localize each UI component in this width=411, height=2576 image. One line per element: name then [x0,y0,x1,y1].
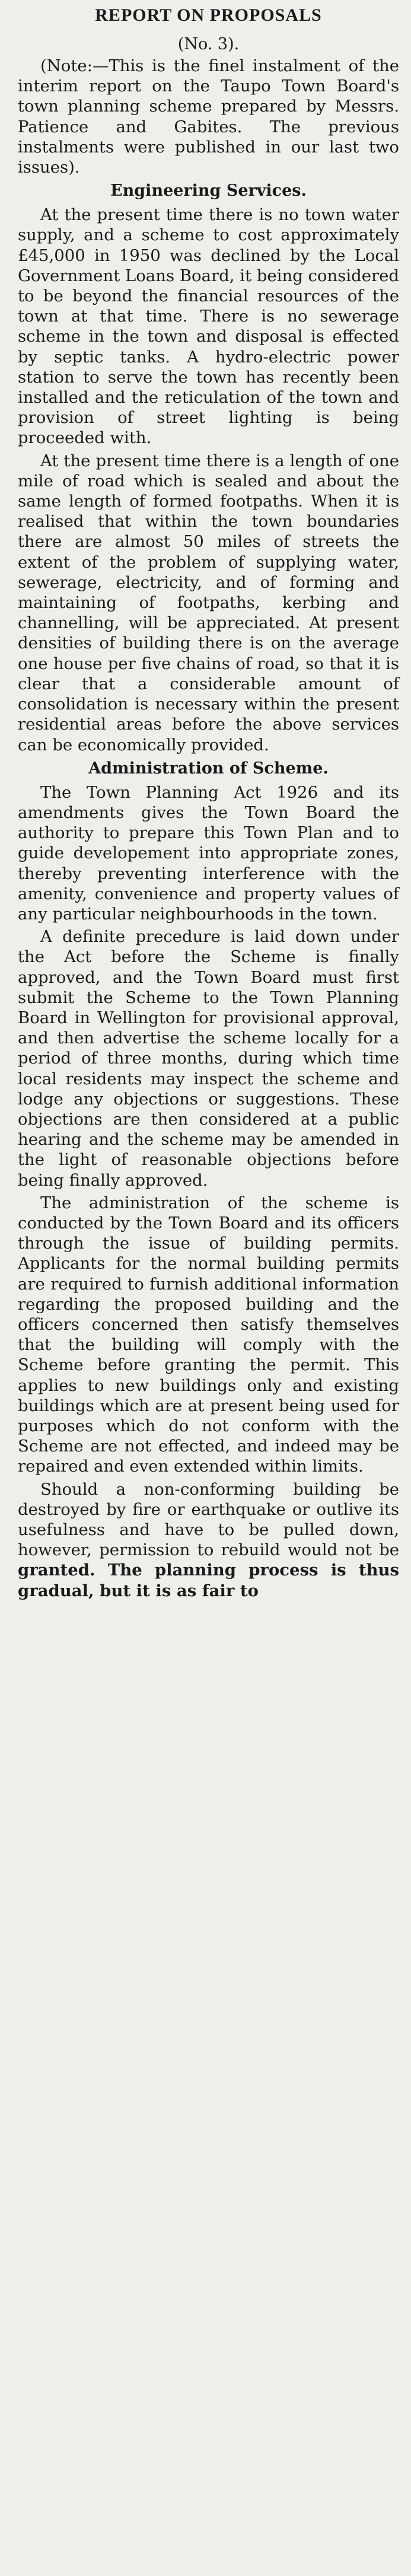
final-paragraph-text: Should a non-conforming building be destroyed by fire or earthquake or outlive its usefulness and have to be pulled down, however, permission to rebuild would not be [18,1479,399,1560]
paragraph-final [18,1479,399,1601]
instalment-number: (No. 3). [177,35,240,53]
editor-note: (Note:—This is the finel instalment of the interim report on the Taupo Town Board's town planning scheme prepared by Messrs. Patience and Gabites. The previous instalments were published in our last two issues). [18,56,399,177]
paragraph: At the present time there is a length of one mile of road which is sealed and about the same length of formed footpaths. When it is realised that within the town boundaries there are almost 50 miles of streets the extent of the problem of supplying water, sewerage, electricity, and of forming and maintaining of footpaths, kerbing and channelling, will be appreciated. At present densities of building there is on the average one house per five chains of road, so that it is clear that a considerable amount of consolidation is necessary within the present residential areas before the above services can be economically provided. [18,451,399,754]
headline: REPORT ON PROPOSALS [95,5,322,25]
paragraph: The Town Planning Act 1926 and its amendments gives the Town Board the authority to prepare this Town Plan and to guide developement into appropriate zones, thereby preventing interference with the amenity, convenience and property values of any particular neighbourhoods in the town. [18,782,399,924]
section-heading-engineering: Engineering Services. [110,182,307,200]
paragraph: At the present time there is no town water supply, and a scheme to cost approximately £45,000 in 1950 was declined by the Local Government Loans Board, it being considered to be beyond the financial resources of the town at that time. There is no sewerage scheme in the town and disposal is effected by septic tanks. A hydro-electric power station to serve the town has recently been installed and the reticulation of the town and provision of street lighting is being proceeded with. [18,205,400,448]
paragraph: The administration of the scheme is conducted by the Town Board and its officers through the issue of building permits. Applicants for the normal building permits are required to furnish additional information regarding the proposed building and the officers concerned then satisfy themselves that the building will comply with the Scheme before granting the permit. This applies to new buildings only and existing buildings which are at present being used for purposes which do not conform with the Scheme are not effected, and indeed may be repaired and even extended within limits. [18,1193,399,1476]
bold-tail-text: granted. The planning process is thus gradual, but it is as fair to [18,1561,399,1600]
paragraph: A definite precedure is laid down under the Act before the Scheme is finally approved, and the Town Board must first submit the Scheme to the Town Planning Board in Wellington for provisional approval, and then advertise the scheme locally for a period of three months, during which time local residents may inspect the scheme and lodge any objections or suggestions. These objections are then considered at a public hearing and the scheme may be amended in the light of reasonable objections before being finally approved. [18,927,399,1190]
section-heading-administration: Administration of Scheme. [88,759,329,778]
